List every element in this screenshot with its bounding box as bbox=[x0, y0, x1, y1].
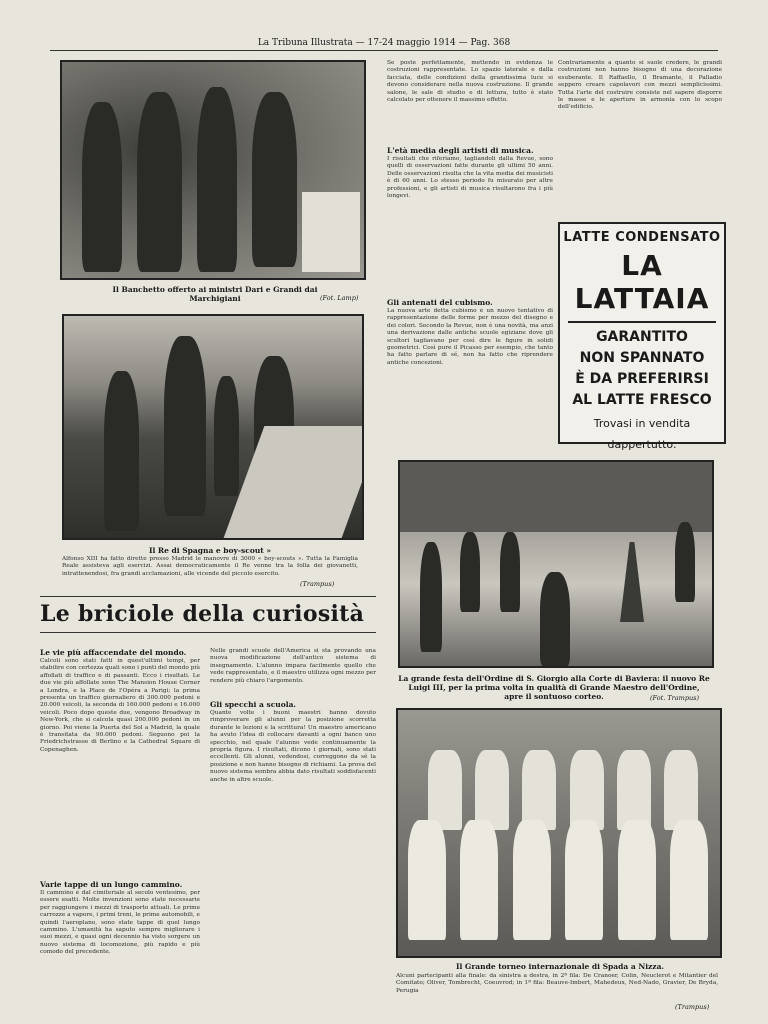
right-article2-heading: Gli antenati del cubismo. bbox=[387, 298, 493, 307]
right-article-body: I risultati che riferiamo, tagliandoli dalla Revue, sono quelli di osservazioni fatte durante gli ultimi 50 anni. Delle osservazioni risulta che la vita media dei musicisti è di 60 anni. Lo stesso periodo fu misurato per altre professioni, e gli artisti di musica risultarono fra i più longevi. bbox=[387, 156, 553, 200]
advert-line-3c: È DA PREFERIRSI bbox=[575, 371, 709, 387]
photo-king-spain bbox=[62, 314, 364, 540]
photo-fencing bbox=[396, 708, 722, 958]
advert-brand: LA LATTAIA bbox=[574, 249, 710, 315]
photo-bavaria-caption: La grande festa dell'Ordine di S. Giorgio alla Corte di Baviera: il nuovo Re Luigi III, per la prima volta in qualità di Grande Maestro dell'Ordine, apre il sontuoso corteo. bbox=[398, 674, 710, 701]
right-article2-body: La nuova arte detta cubismo è un nuovo tentativo di rappresentazione delle forme per mezzo del disegno e dei colori. Secondo la Revue, non è una novità, ma anzi una derivazione dalle antiche scuole egiziane dove gli scultori tagliavano per così dire le figure in solidi geometrici. Così pure il Picasso per esempio, che tanto ha fatto parlare di sé, non ha fatto che riprendere antiche concezioni. bbox=[387, 308, 553, 366]
article-2-heading: Varie tappe di un lungo cammino. bbox=[40, 880, 183, 889]
article-3-heading: Gli specchi a scuola. bbox=[210, 700, 297, 709]
photo-bavaria-credit: (Fot. Trampus) bbox=[650, 694, 700, 702]
article-4-body: Nelle grandi scuole dell'America si sta provando una nuova modificazione dell'antico sistema di insegnamento. L'alunno impara facilmente quello che vede rappresentato, e il maestro utilizza ogni mezzo per rendere più chiaro l'argomento. bbox=[210, 648, 376, 684]
right-top-text: Se poste perfettamente, mettendo in evidenza le costruzioni rappresentate. Lo spazio laterale e dalla facciata, delle condizioni della grandissima luce si devono considerare nella nuova costruzione. Il grande salone, le sale di studio e di lettura, tutto è stato calcolato per ottenere il massimo effetto. bbox=[387, 60, 553, 104]
advert-line-3d: AL LATTE FRESCO bbox=[572, 392, 712, 408]
right-col2-text: Contrariamente a quanto si suole credere, le grandi costruzioni non hanno bisogno di una decorazione esuberante. Il Raffaello, il Bramante, il Palladio seppero creare capolavori con mezzi semplicissimi. Tutta l'arte del costruire consiste nel sapere disporre le masse e le aperture in armonia con lo scopo dell'edificio. bbox=[558, 60, 722, 111]
article-2-body: Il cammino è dal cimiteriale al secolo ventesimo, per essere esatti. Molte invenzioni sono state necessarie per raggiungere i mezzi di trasporto attuali. Le prime carrozze a vapore, i primi treni, le prime automobili, e quindi l'aeroplano, sono state tappe di quel lungo cammino. L'umanità ha saputo sempre migliorare i suoi mezzi, e quasi ogni decennio ha visto sorgere un nuovo sistema di locomozione, più rapido e più comodo del precedente. bbox=[40, 890, 200, 956]
photo-banquet-credit: (Fot. Lamp) bbox=[320, 294, 359, 302]
photo-fencing-caption: Il Grande torneo internazionale di Spada a Nizza. bbox=[455, 962, 665, 971]
photo-king-spain-text: Alfonso XIII ha fatto dirette presso Madrid le manovre di 3000 « boy-scouts ». Tutta la Famiglia Reale assisteva agli esercizi. Assai democraticamente il Re venne tra la folla dei giovanetti, intrattenendosi, fra grandi acclamazioni, alle vicende del piccolo esercito. bbox=[62, 556, 358, 577]
article-1-heading: Le vie più affaccendate del mondo. bbox=[40, 648, 187, 657]
photo-king-spain-credit: (Trampus) bbox=[300, 580, 335, 588]
title-rule-bottom bbox=[40, 632, 376, 633]
article-3-body: Quante volte i buoni maestri hanno dovuto rimproverare gli alunni per la posizione scorretta durante le lezioni e la scrittura! Un maestro americano ha avuto l'idea di collocare davanti a ogni banco uno specchio, nel quale l'alunno vede continuamente la propria figura. I risultati, dicono i giornali, sono stati eccellenti. Gli alunni, vedendosi, correggono da sé la posizione e non hanno bisogno di richiami. La prova del nuovo sistema sembra abbia dato risultati soddisfacenti anche in altre scuole. bbox=[210, 710, 376, 783]
lattaia-advert bbox=[558, 222, 726, 451]
photo-banquet-caption: Il Banchetto offerto ai ministri Dari e Grandi dai Marchigiani bbox=[112, 285, 318, 303]
photo-bavaria-court bbox=[398, 460, 714, 668]
right-article-heading: L'età media degli artisti di musica. bbox=[387, 146, 534, 155]
advert-line-1: LATTE CONDENSATO bbox=[563, 230, 721, 245]
advert-line-3b: NON SPANNATO bbox=[579, 350, 705, 366]
title-rule-top bbox=[40, 596, 376, 597]
section-title: Le briciole della curiosità bbox=[40, 601, 365, 627]
advert-line-3a: GARANTITO bbox=[596, 329, 688, 345]
advert-line-4a: Trovasi in vendita bbox=[593, 417, 691, 430]
advert-divider bbox=[568, 321, 716, 323]
photo-king-spain-caption: Il Re di Spagna e boy-scout » bbox=[148, 546, 272, 555]
photo-fencing-text: Alcuni partecipanti alla finale: da sinistra a destra, in 2ª fila: De Cranoer, Colin, Neuclerot e Mitantier del Comitato; Oliver, Tombrecht, Coeuvrod; in 1ª fila: Beauve-Imbert, Mahedeux, Ned-Nado, Gravier, De Bryda, Perugia bbox=[396, 973, 718, 994]
advert-line-4b: dappertutto. bbox=[607, 438, 677, 451]
article-1-body: Calcoli sono stati fatti in quest'ultimi tempi, per stabilire con certezza quali sono i punti del mondo più affollati di traffico e di passanti. Ecco i risultati. Le due vie più affollate sono The Mansion House Corner a Londra, e la Place de l'Opéra a Parigi; la prima presenta un traffico giornaliero di 300.000 pedoni e 20.000 veicoli, la seconda di 160.000 pedoni e 16.000 veicoli. Poco dopo queste due, vengono Broadway in New-York, che si calcola quasi 200.000 pedoni in un giorno. Poi viene la Puerta del Sol a Madrid, la quale è transitata da 90.000 pedoni. Seguono poi la Friedrichstrasse di Berlino e la Cathedral Square di Copenaghen. bbox=[40, 658, 200, 753]
photo-banquet bbox=[60, 60, 366, 280]
page-header: La Tribuna Illustrata — 17-24 maggio 1914 — Pag. 368 bbox=[50, 36, 718, 51]
photo-fencing-credit: (Trampus) bbox=[675, 1003, 710, 1011]
